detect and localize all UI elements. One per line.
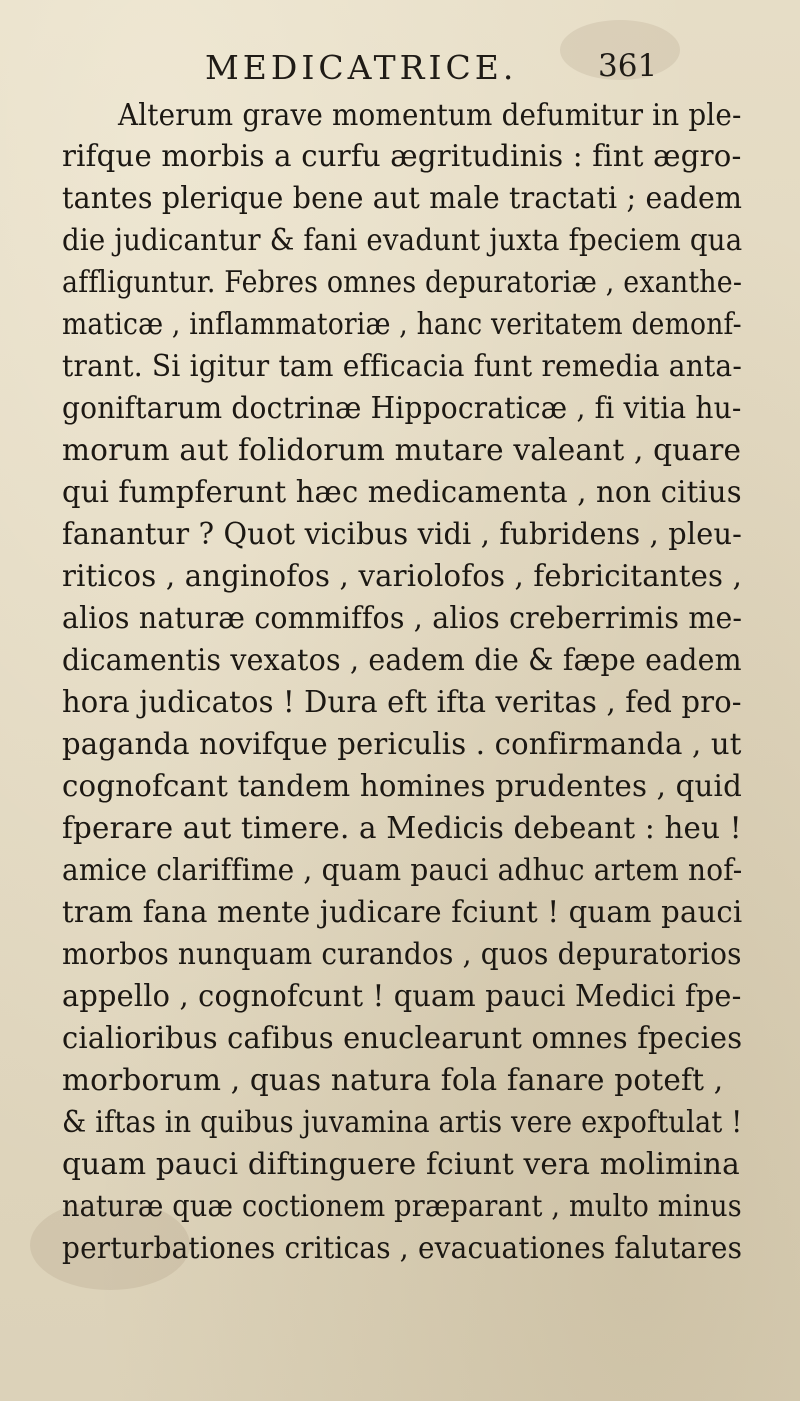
text-line: paganda novifque periculis . confirmanda , ut bbox=[62, 727, 742, 761]
text-line: hora judicatos ! Dura eft ifta veritas , fed pro- bbox=[62, 685, 742, 719]
text-line: tram fana mente judicare fciunt ! quam pauci bbox=[62, 895, 743, 929]
text-line: perturbationes criticas , evacuationes falutares bbox=[62, 1231, 743, 1265]
text-line: morbos nunquam curandos , quos depuratorios bbox=[62, 937, 742, 971]
text-line: riticos , anginofos , variolofos , febricitantes , bbox=[62, 559, 743, 593]
text-line: & iftas in quibus juvamina artis vere expoftulat ! bbox=[62, 1105, 743, 1139]
text-line: naturæ quæ coctionem præparant , multo minus bbox=[62, 1189, 742, 1223]
text-line: morborum , quas natura fola fanare poteft , bbox=[62, 1063, 724, 1097]
text-line: die judicantur & fani evadunt juxta fpeciem qua bbox=[62, 223, 743, 257]
text-line: trant. Si igitur tam efficacia funt remedia anta- bbox=[62, 349, 743, 383]
page-number: 361 bbox=[598, 48, 658, 84]
text-line: cognofcant tandem homines prudentes , quid bbox=[62, 769, 742, 803]
text-line: morum aut folidorum mutare valeant , quare bbox=[62, 433, 742, 467]
text-line: qui fumpferunt hæc medicamenta , non citius bbox=[62, 475, 742, 509]
text-line: affliguntur. Febres omnes depuratoriæ , exanthe- bbox=[62, 265, 743, 299]
text-line: cialioribus cafibus enuclearunt omnes fpecies bbox=[62, 1021, 743, 1055]
text-line: Alterum grave momentum defumitur in ple- bbox=[118, 98, 742, 132]
text-line: rifque morbis a curfu ægritudinis : fint ægro- bbox=[62, 139, 742, 173]
text-line: quam pauci diftinguere fciunt vera molimina bbox=[62, 1147, 740, 1181]
text-line: fanantur ? Quot vicibus vidi , fubridens , pleu- bbox=[62, 517, 743, 551]
text-line: alios naturæ commiffos , alios creberrimis me- bbox=[62, 601, 743, 635]
text-line: goniftarum doctrinæ Hippocraticæ , fi vitia hu- bbox=[62, 391, 742, 425]
text-line: dicamentis vexatos , eadem die & fæpe eadem bbox=[62, 643, 742, 677]
text-line: maticæ , inflammatoriæ , hanc veritatem demonf- bbox=[62, 307, 742, 341]
text-line: fperare aut timere. a Medicis debeant : heu ! bbox=[62, 811, 742, 845]
text-line: tantes plerique bene aut male tractati ; eadem bbox=[62, 181, 743, 215]
text-line: appello , cognofcunt ! quam pauci Medici fpe- bbox=[62, 979, 742, 1013]
text-line: amice clariffime , quam pauci adhuc artem nof- bbox=[62, 853, 743, 887]
running-title: MEDICATRICE. bbox=[205, 48, 518, 87]
